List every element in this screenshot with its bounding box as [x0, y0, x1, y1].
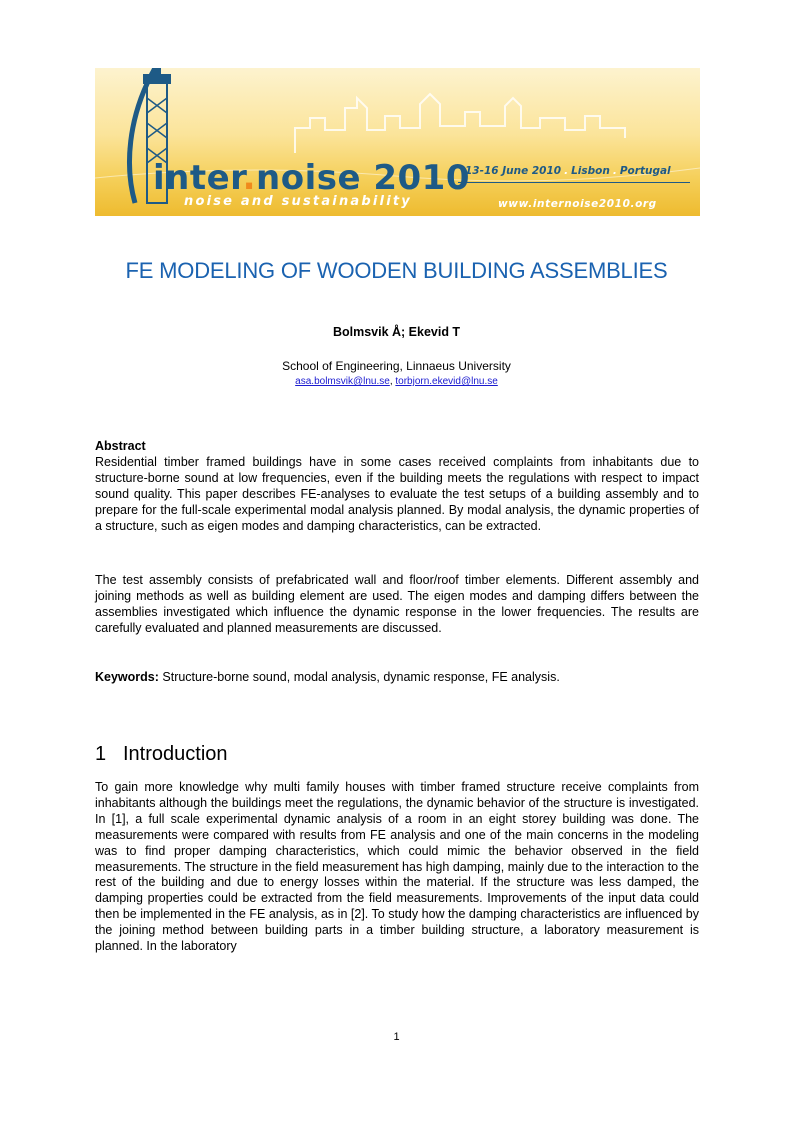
conference-slogan: noise and sustainability — [184, 194, 412, 209]
conference-banner — [95, 68, 700, 216]
skyline-outline — [295, 94, 625, 153]
banner-divider — [458, 182, 690, 183]
section-number: 1 — [95, 743, 107, 765]
paper-authors: Bolmsvik Å; Ekevid T — [332, 325, 461, 339]
introduction-paragraph: To gain more knowledge why multi family houses with timber framed structure receive complaints from inhabitants although the buildings meet the regulations, the dynamic behavior of the structure is investigated. In [1], a full scale experimental dynamic analysis of a room in an eight storey building was done. The measurements were compared with results from FE analysis and one of the main concerns in the modeling was to find proper damping characteristics, which could mimic the behavior observed in the field measurements. The structure in the field measurement has high damping, mainly due to the interaction to the rest of the building and due to energy losses within the material. If the structure was less damped, the damping properties could be extracted from the field measurements. Improvements of the input data could then be implemented in the FE analysis, as in [2]. To study how the damping characteristics are influenced by the joining method between building parts in a timber building structure, a laboratory measurement is planned. In the laboratory — [95, 780, 699, 954]
paper-title: FE MODELING OF WOODEN BUILDING ASSEMBLIES — [125, 258, 668, 283]
section-heading-introduction — [95, 743, 228, 766]
email-link-bolmsvik[interactable]: asa.bolmsvik@lnu.se — [295, 376, 390, 387]
abstract-paragraph-1: Residential timber framed buildings have in some cases received complaints from inhabitants due to structure-borne sound at low frequencies, even if the building meets the regulations with respect to impact sound quality. This paper describes FE-analyses to evaluate the test setups of a building assembly and to prepare for the full-scale experimental modal analysis planned. By modal analysis, the dynamic properties of a structure, such as eigen modes and damping characteristics, can be extracted. — [95, 455, 699, 533]
author-emails — [0, 376, 793, 387]
brand-inter: inter — [153, 158, 243, 198]
conference-city: Lisbon — [571, 165, 610, 177]
page-number: 1 — [393, 1031, 400, 1043]
separator-dot: . — [564, 165, 569, 177]
section-title: Introduction — [123, 743, 228, 765]
author-affiliation: School of Engineering, Linnaeus University — [282, 359, 511, 373]
brand-noise-year: noise 2010 — [256, 158, 470, 198]
abstract-heading: Abstract — [95, 439, 146, 453]
email-link-ekevid[interactable]: torbjorn.ekevid@lnu.se — [395, 376, 498, 387]
conference-dates-location — [465, 165, 671, 177]
abstract-paragraph-2: The test assembly consists of prefabricated wall and floor/roof timber elements. Different assembly and joining methods as well as building element are used. The eigen modes and damping differs between the assemblies investigated which influence the dynamic response in the lower frequencies. The results are carefully evaluated and planned measurements are discussed. — [95, 573, 699, 635]
conference-website[interactable]: www.internoise2010.org — [498, 198, 657, 210]
keywords-label: Keywords: — [95, 670, 159, 684]
separator-dot: . — [612, 165, 617, 177]
conference-logo-text — [153, 158, 470, 198]
brand-dot: . — [242, 158, 257, 198]
conference-dates: 13-16 June 2010 — [465, 165, 562, 177]
keywords-list: Structure-borne sound, modal analysis, dynamic response, FE analysis. — [158, 670, 560, 684]
email-separator: , — [389, 376, 396, 387]
keywords — [95, 670, 699, 686]
conference-country: Portugal — [619, 165, 671, 177]
